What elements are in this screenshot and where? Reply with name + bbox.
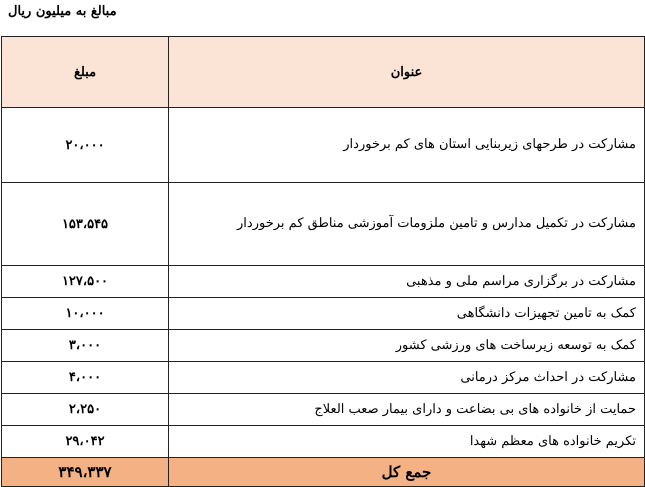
row-amount: ۲،۲۵۰ bbox=[2, 394, 169, 426]
table-row bbox=[2, 362, 645, 394]
table-row bbox=[2, 266, 645, 298]
row-amount: ۱۲۷،۵۰۰ bbox=[2, 266, 169, 298]
row-amount: ۲۹،۰۴۲ bbox=[2, 426, 169, 458]
header-row bbox=[2, 37, 645, 108]
table-row bbox=[2, 298, 645, 330]
row-title: حمایت از خانواده های بی بضاعت و دارای بیمار صعب العلاج bbox=[169, 394, 645, 426]
unit-caption: مبالغ به میلیون ریال bbox=[8, 4, 117, 19]
row-title: تکریم خانواده های معظم شهدا bbox=[169, 426, 645, 458]
row-title: مشارکت در احداث مرکز درمانی bbox=[169, 362, 645, 394]
table-row bbox=[2, 330, 645, 362]
total-title: جمع کل bbox=[169, 458, 645, 487]
table-row bbox=[2, 426, 645, 458]
row-title: کمک به تامین تجهیزات دانشگاهی bbox=[169, 298, 645, 330]
total-amount: ۳۴۹،۳۳۷ bbox=[2, 458, 169, 487]
header-amount: مبلغ bbox=[2, 37, 169, 108]
table-row bbox=[2, 108, 645, 183]
budget-table bbox=[1, 36, 645, 487]
row-title: مشارکت در طرحهای زیربنایی استان های کم برخوردار bbox=[169, 108, 645, 183]
total-row bbox=[2, 458, 645, 487]
row-title: کمک به توسعه زیرساخت های ورزشی کشور bbox=[169, 330, 645, 362]
row-amount: ۴،۰۰۰ bbox=[2, 362, 169, 394]
row-title: مشارکت در برگزاری مراسم ملی و مذهبی bbox=[169, 266, 645, 298]
table-row bbox=[2, 394, 645, 426]
row-amount: ۱۵۳،۵۴۵ bbox=[2, 183, 169, 266]
row-amount: ۱۰،۰۰۰ bbox=[2, 298, 169, 330]
header-title: عنوان bbox=[169, 37, 645, 108]
row-amount: ۳،۰۰۰ bbox=[2, 330, 169, 362]
row-amount: ۲۰،۰۰۰ bbox=[2, 108, 169, 183]
row-title: مشارکت در تکمیل مدارس و تامین ملزومات آموزشی مناطق کم برخوردار bbox=[169, 183, 645, 266]
table-row bbox=[2, 183, 645, 266]
